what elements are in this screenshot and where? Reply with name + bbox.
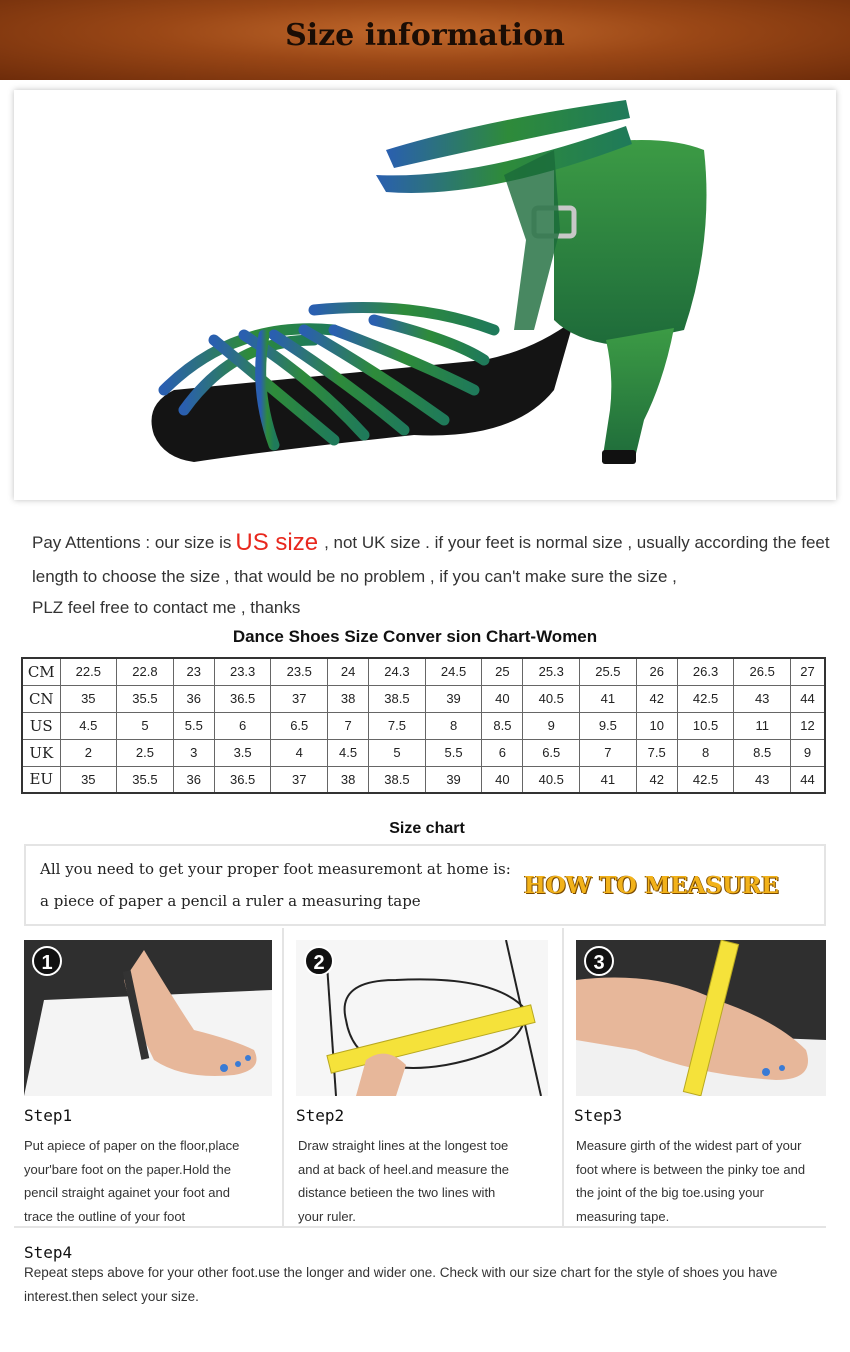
size-row-cn (22, 685, 825, 712)
size-cell: 8.5 (734, 739, 791, 766)
size-cell: 11 (734, 712, 791, 739)
step-2-badge: 2 (304, 946, 334, 976)
step-2-line: distance betieen the two lines with (298, 1185, 496, 1200)
step-1-badge: 1 (32, 946, 62, 976)
step-2-text (298, 1134, 560, 1228)
step-2-title: Step2 (296, 1106, 345, 1125)
measure-line-1: All you need to get your proper foot measuremont at home is: (40, 860, 511, 878)
step-1-image (24, 940, 272, 1096)
size-row-us (22, 712, 825, 739)
step-1-line: pencil straight againet your foot and (24, 1185, 230, 1200)
size-cell: 5 (369, 739, 426, 766)
size-row-label: CN (22, 685, 60, 712)
size-cell: 39 (425, 766, 482, 793)
size-cell: 4.5 (60, 712, 117, 739)
step-card-2 (284, 928, 564, 1228)
divider (14, 1226, 826, 1228)
size-cell: 44 (791, 685, 826, 712)
notice-contact: PLZ feel free to contact me , thanks (32, 598, 301, 617)
step-4-line: Repeat steps above for your other foot.use the longer and wider one. Check with our size chart for the style of shoes you have (24, 1265, 778, 1280)
size-cell: 26 (636, 658, 677, 685)
notice-suffix: , not UK size . if your feet is normal size , usually according the feet length to choose the size , that would be no problem , if you can't make sure the size , (32, 533, 830, 586)
size-cell: 8.5 (482, 712, 523, 739)
size-cell: 6.5 (271, 712, 328, 739)
size-cell: 38.5 (369, 685, 426, 712)
size-cell: 44 (791, 766, 826, 793)
size-cell: 42 (636, 766, 677, 793)
size-notice (32, 526, 832, 594)
size-cell: 37 (271, 685, 328, 712)
size-conversion-table (21, 657, 826, 794)
size-cell: 8 (677, 739, 734, 766)
size-cell: 35.5 (117, 766, 174, 793)
size-cell: 22.8 (117, 658, 174, 685)
size-cell: 35.5 (117, 685, 174, 712)
size-cell: 2 (60, 739, 117, 766)
measure-line-2: a piece of paper a pencil a ruler a measuring tape (40, 892, 421, 910)
size-cell: 5.5 (173, 712, 214, 739)
step-2-line: and at back of heel.and measure the (298, 1161, 510, 1177)
size-cell: 9 (523, 712, 580, 739)
size-row-eu (22, 766, 825, 793)
step-3-line: measuring tape. (576, 1208, 670, 1224)
size-cell: 4.5 (328, 739, 369, 766)
size-cell: 23.5 (271, 658, 328, 685)
step-3-image (576, 940, 826, 1096)
size-cell: 38 (328, 766, 369, 793)
step-3-title: Step3 (574, 1106, 623, 1125)
size-cell: 35 (60, 766, 117, 793)
size-chart-title: Dance Shoes Size Conver sion Chart-Women (232, 627, 598, 646)
step-1-text (24, 1134, 279, 1228)
size-cell: 7 (580, 739, 637, 766)
step-3-text (576, 1134, 826, 1228)
step-4-line: interest.then select your size. (24, 1289, 199, 1304)
step-3-badge: 3 (584, 946, 614, 976)
how-to-measure-heading: HOW TO MEASURE (524, 872, 779, 899)
page-title: Size information (285, 18, 565, 53)
step-3-line: the joint of the big toe.using your (576, 1185, 764, 1200)
header-banner (0, 0, 850, 80)
step-1-line: Put apiece of paper on the floor,place (24, 1138, 240, 1153)
step-3-line: Measure girth of the widest part of your (576, 1138, 802, 1153)
size-row-uk (22, 739, 825, 766)
step-4-text (24, 1261, 804, 1309)
size-cell: 39 (425, 685, 482, 712)
size-cell: 7.5 (636, 739, 677, 766)
size-cell: 6.5 (523, 739, 580, 766)
step-1-line: trace the outline of your foot (24, 1208, 186, 1224)
size-cell: 23.3 (214, 658, 271, 685)
size-cell: 35 (60, 685, 117, 712)
shoe-illustration (14, 90, 836, 500)
size-cell: 43 (734, 685, 791, 712)
step-card-1 (14, 928, 284, 1228)
size-cell: 40 (482, 766, 523, 793)
size-cell: 42 (636, 685, 677, 712)
size-row-label: EU (22, 766, 60, 793)
size-cell: 23 (173, 658, 214, 685)
size-cell: 10 (636, 712, 677, 739)
size-cell: 41 (580, 685, 637, 712)
size-cell: 5 (117, 712, 174, 739)
size-cell: 7.5 (369, 712, 426, 739)
size-cell: 24.3 (369, 658, 426, 685)
step-2-line: your ruler. (298, 1208, 356, 1224)
step-1-title: Step1 (24, 1106, 73, 1125)
size-cell: 24.5 (425, 658, 482, 685)
size-cell: 27 (791, 658, 826, 685)
size-cell: 9 (791, 739, 826, 766)
size-cell: 36.5 (214, 766, 271, 793)
size-cell: 7 (328, 712, 369, 739)
size-cell: 41 (580, 766, 637, 793)
product-image (14, 90, 836, 500)
size-cell: 4 (271, 739, 328, 766)
measure-intro-box (24, 844, 826, 926)
size-cell: 24 (328, 658, 369, 685)
size-cell: 6 (482, 739, 523, 766)
notice-highlight: US size (235, 529, 319, 556)
size-row-cm (22, 658, 825, 685)
size-cell: 38 (328, 685, 369, 712)
size-cell: 12 (791, 712, 826, 739)
size-cell: 3.5 (214, 739, 271, 766)
size-cell: 5.5 (425, 739, 482, 766)
size-chart-label: Size chart (389, 820, 465, 837)
size-cell: 6 (214, 712, 271, 739)
size-cell: 42.5 (677, 685, 734, 712)
size-cell: 25.5 (580, 658, 637, 685)
size-cell: 26.5 (734, 658, 791, 685)
size-cell: 26.3 (677, 658, 734, 685)
size-row-label: UK (22, 739, 60, 766)
size-cell: 36 (173, 685, 214, 712)
size-cell: 43 (734, 766, 791, 793)
size-cell: 36 (173, 766, 214, 793)
size-row-label: CM (22, 658, 60, 685)
size-cell: 8 (425, 712, 482, 739)
size-cell: 40.5 (523, 685, 580, 712)
size-cell: 25.3 (523, 658, 580, 685)
size-cell: 36.5 (214, 685, 271, 712)
size-cell: 3 (173, 739, 214, 766)
size-cell: 38.5 (369, 766, 426, 793)
size-cell: 37 (271, 766, 328, 793)
size-cell: 25 (482, 658, 523, 685)
size-cell: 9.5 (580, 712, 637, 739)
step-3-line: foot where is between the pinky toe and (576, 1161, 806, 1177)
step-2-image (296, 940, 548, 1096)
size-cell: 22.5 (60, 658, 117, 685)
size-row-label: US (22, 712, 60, 739)
notice-prefix: Pay Attentions : our size is (32, 533, 232, 552)
size-cell: 2.5 (117, 739, 174, 766)
size-cell: 10.5 (677, 712, 734, 739)
size-cell: 40 (482, 685, 523, 712)
size-cell: 40.5 (523, 766, 580, 793)
step-1-line: your'bare foot on the paper.Hold the (24, 1161, 232, 1177)
size-cell: 42.5 (677, 766, 734, 793)
step-2-line: Draw straight lines at the longest toe (298, 1138, 509, 1153)
step-4-title: Step4 (24, 1243, 73, 1262)
step-card-3 (564, 928, 826, 1228)
